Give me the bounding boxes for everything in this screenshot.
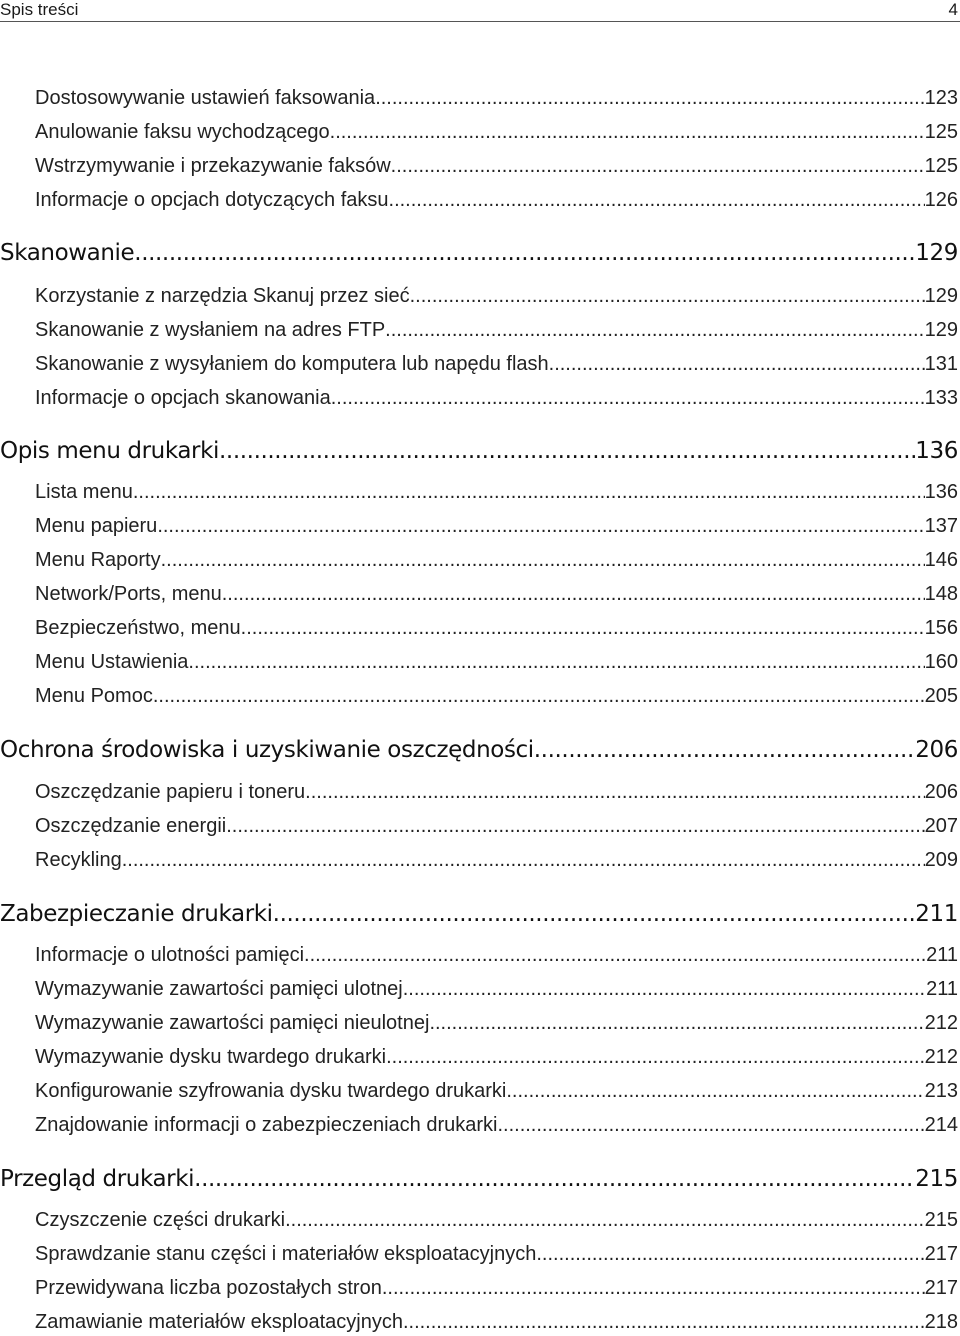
toc-leader-dots <box>534 735 916 765</box>
toc-section[interactable] <box>0 735 958 765</box>
toc-entry[interactable] <box>35 120 958 144</box>
toc-entry[interactable] <box>35 780 958 804</box>
toc-entry[interactable] <box>35 616 958 640</box>
toc-entry-title: Wstrzymywanie i przekazywanie faksów <box>35 155 391 177</box>
toc-entry-page: 217 <box>924 1277 958 1299</box>
toc-entry-title: Informacje o ulotności pamięci <box>35 944 305 966</box>
toc-section-page: 211 <box>915 901 958 927</box>
toc-leader-dots <box>226 814 924 838</box>
toc-leader-dots <box>331 386 925 410</box>
toc-leader-dots <box>219 436 915 466</box>
toc-entry[interactable] <box>35 548 958 572</box>
toc-entry-title: Czyszczenie części drukarki <box>35 1209 286 1231</box>
toc-entry[interactable] <box>35 684 958 708</box>
toc-section-page: 206 <box>915 737 958 763</box>
toc-entry-title: Anulowanie faksu wychodzącego <box>35 121 330 143</box>
toc-leader-dots <box>161 548 925 572</box>
toc-entry-title: Konfigurowanie szyfrowania dysku twardego drukarki <box>35 1080 507 1102</box>
toc-leader-dots <box>194 1164 915 1194</box>
toc-entry[interactable] <box>35 188 958 212</box>
toc-entry-title: Menu papieru <box>35 515 158 537</box>
toc-entry[interactable] <box>35 848 958 872</box>
toc-section-title: Przegląd drukarki <box>0 1166 195 1192</box>
toc-leader-dots <box>391 154 925 178</box>
toc-leader-dots <box>122 848 925 872</box>
toc-entry[interactable] <box>35 582 958 606</box>
toc-leader-dots <box>188 650 924 674</box>
toc-entry-title: Wymazywanie dysku twardego drukarki <box>35 1046 387 1068</box>
toc-leader-dots <box>506 1079 924 1103</box>
toc-entry-title: Informacje o opcjach dotyczących faksu <box>35 189 389 211</box>
toc-entry[interactable] <box>35 154 958 178</box>
toc-section-page: 129 <box>915 240 958 266</box>
toc-leader-dots <box>304 943 926 967</box>
toc-section-title: Skanowanie <box>0 240 135 266</box>
toc-entry[interactable] <box>35 1113 958 1137</box>
toc-entry[interactable] <box>35 1011 958 1035</box>
toc-entry-title: Sprawdzanie stanu części i materiałów eksploatacyjnych <box>35 1243 537 1265</box>
toc-entry-title: Bezpieczeństwo, menu <box>35 617 241 639</box>
toc-leader-dots <box>222 582 925 606</box>
toc-leader-dots <box>273 899 916 929</box>
toc-leader-dots <box>241 616 925 640</box>
toc-entry[interactable] <box>35 386 958 410</box>
toc-entry[interactable] <box>35 1079 958 1103</box>
header-page-number: 4 <box>948 0 958 19</box>
toc-leader-dots <box>305 780 924 804</box>
toc-leader-dots <box>403 977 926 1001</box>
toc-leader-dots <box>497 1113 924 1137</box>
toc-leader-dots <box>382 1276 925 1300</box>
toc-entry-title: Skanowanie z wysyłaniem do komputera lub napędu flash <box>35 353 549 375</box>
toc-entry-title: Oszczędzanie papieru i toneru <box>35 781 306 803</box>
toc-entry-page: 129 <box>924 319 958 341</box>
toc-leader-dots <box>386 1045 925 1069</box>
toc-entry[interactable] <box>35 943 958 967</box>
toc-entry-page: 160 <box>924 651 958 673</box>
toc-entry-page: 156 <box>924 617 958 639</box>
toc-entry[interactable] <box>35 284 958 308</box>
toc-section[interactable] <box>0 238 958 268</box>
toc-entry-title: Znajdowanie informacji o zabezpieczeniach drukarki <box>35 1114 498 1136</box>
toc-entry-page: 213 <box>924 1080 958 1102</box>
toc-entry-page: 136 <box>924 481 958 503</box>
toc-section-page: 136 <box>915 438 958 464</box>
toc-entry-page: 133 <box>924 387 958 409</box>
page-header <box>0 0 960 22</box>
toc-entry[interactable] <box>35 352 958 376</box>
toc-leader-dots <box>330 120 925 144</box>
toc-entry[interactable] <box>35 977 958 1001</box>
toc-entry[interactable] <box>35 814 958 838</box>
toc-entry-page: 129 <box>924 285 958 307</box>
toc-entry[interactable] <box>35 1242 958 1266</box>
toc-section-title: Opis menu drukarki <box>0 438 220 464</box>
toc-leader-dots <box>403 1310 925 1334</box>
toc-leader-dots <box>549 352 925 376</box>
toc-entry-page: 137 <box>924 515 958 537</box>
toc-entry-page: 148 <box>924 583 958 605</box>
toc-entry-title: Korzystanie z narzędzia Skanuj przez sieć <box>35 285 410 307</box>
toc-leader-dots <box>429 1011 924 1035</box>
toc-entry-page: 146 <box>924 549 958 571</box>
toc-entry-title: Dostosowywanie ustawień faksowania <box>35 87 376 109</box>
toc-entry[interactable] <box>35 1310 958 1334</box>
toc-leader-dots <box>385 318 924 342</box>
toc-entry-page: 217 <box>924 1243 958 1265</box>
toc-leader-dots <box>134 238 915 268</box>
toc-leader-dots <box>285 1208 925 1232</box>
toc-entry-page: 212 <box>924 1046 958 1068</box>
toc-entry-page: 205 <box>924 685 958 707</box>
toc-leader-dots <box>133 480 925 504</box>
toc-entry-page: 207 <box>924 815 958 837</box>
toc-entry[interactable] <box>35 86 958 110</box>
toc-entry[interactable] <box>35 480 958 504</box>
toc-entry-page: 131 <box>924 353 958 375</box>
toc-entry-title: Lista menu <box>35 481 133 503</box>
toc-entry-page: 212 <box>924 1012 958 1034</box>
toc-entry-page: 123 <box>924 87 958 109</box>
toc-entry-title: Network/Ports, menu <box>35 583 222 605</box>
toc-entry[interactable] <box>35 650 958 674</box>
toc-entry-page: 211 <box>926 944 958 966</box>
toc-entry-page: 215 <box>924 1209 958 1231</box>
toc-section[interactable] <box>0 899 958 929</box>
toc-entry-page: 214 <box>924 1114 958 1136</box>
toc-entry-page: 211 <box>926 978 958 1000</box>
toc-entry-title: Przewidywana liczba pozostałych stron <box>35 1277 382 1299</box>
toc-entry[interactable] <box>35 1045 958 1069</box>
toc-section[interactable] <box>0 436 958 466</box>
toc-entry[interactable] <box>35 514 958 538</box>
toc-entry-title: Recykling <box>35 849 122 871</box>
toc-section[interactable] <box>0 1164 958 1194</box>
toc-entry[interactable] <box>35 318 958 342</box>
toc-entry-title: Menu Raporty <box>35 549 161 571</box>
toc-entry-page: 206 <box>924 781 958 803</box>
toc-entry-page: 125 <box>924 155 958 177</box>
toc-entry-page: 126 <box>924 189 958 211</box>
toc-entry-page: 209 <box>924 849 958 871</box>
toc-leader-dots <box>389 188 925 212</box>
toc-section-page: 215 <box>915 1166 958 1192</box>
toc-entry-title: Menu Pomoc <box>35 685 153 707</box>
toc-entry-title: Oszczędzanie energii <box>35 815 227 837</box>
toc-leader-dots <box>375 86 924 110</box>
toc-leader-dots <box>157 514 924 538</box>
toc-leader-dots <box>153 684 925 708</box>
toc-entry-title: Wymazywanie zawartości pamięci nieulotnej <box>35 1012 430 1034</box>
toc-leader-dots <box>536 1242 924 1266</box>
toc-leader-dots <box>410 284 925 308</box>
toc-section-title: Ochrona środowiska i uzyskiwanie oszczędności <box>0 737 534 763</box>
header-title: Spis treści <box>0 0 79 19</box>
toc-entry[interactable] <box>35 1208 958 1232</box>
toc-entry-title: Skanowanie z wysłaniem na adres FTP <box>35 319 386 341</box>
toc-entry-page: 125 <box>924 121 958 143</box>
toc-entry[interactable] <box>35 1276 958 1300</box>
toc-entry-title: Informacje o opcjach skanowania <box>35 387 331 409</box>
toc-entry-title: Wymazywanie zawartości pamięci ulotnej <box>35 978 403 1000</box>
toc-entry-page: 218 <box>924 1311 958 1333</box>
toc-section-title: Zabezpieczanie drukarki <box>0 901 273 927</box>
toc-entry-title: Menu Ustawienia <box>35 651 189 673</box>
toc-entry-title: Zamawianie materiałów eksploatacyjnych <box>35 1311 403 1333</box>
